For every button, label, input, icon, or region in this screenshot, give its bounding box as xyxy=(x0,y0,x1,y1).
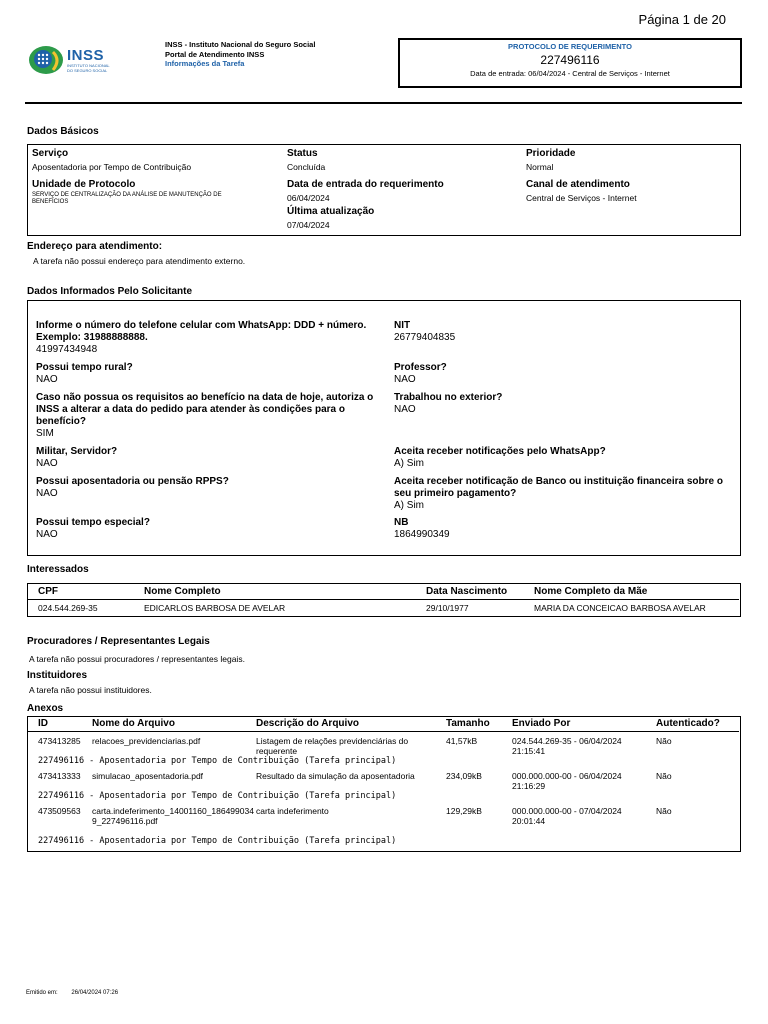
requester-data-title: Dados Informados Pelo Solicitante xyxy=(27,286,193,297)
attachments-header-divider xyxy=(28,731,739,732)
institution-header xyxy=(165,40,315,69)
interested-header-birth: Data Nascimento xyxy=(426,586,508,597)
answer-abroad: NAO xyxy=(394,404,416,415)
last-update-label: Última atualização xyxy=(287,206,375,217)
requester-data-box xyxy=(27,300,741,556)
attachment-authenticated: Não xyxy=(656,771,672,781)
institution-name: INSS - Instituto Nacional do Seguro Social xyxy=(165,40,316,49)
attachment-filename[interactable]: carta.indeferimento_14001160_1864990349_227496116.pdf xyxy=(92,806,254,826)
service-value: Aposentadoria por Tempo de Contribuição xyxy=(32,162,192,172)
interested-header-cpf: CPF xyxy=(38,586,58,597)
attachments-header-sent-by: Enviado Por xyxy=(512,718,571,729)
logo-text: INSS xyxy=(67,47,105,64)
status-value: Concluída xyxy=(287,162,326,172)
last-update-value: 07/04/2024 xyxy=(287,220,330,230)
priority-value: Normal xyxy=(526,162,554,172)
interested-header-mother: Nome Completo da Mãe xyxy=(534,586,648,597)
entry-date-value: 06/04/2024 xyxy=(287,193,330,203)
attachment-size: 129,29kB xyxy=(446,806,482,816)
service-label: Serviço xyxy=(32,148,69,159)
interested-header-name: Nome Completo xyxy=(144,586,221,597)
question-change-date: Caso não possua os requisitos ao benefício na data de hoje, autoriza o INSS a alterar a data do pedido para atender às condições para o benefício? xyxy=(36,392,374,427)
interested-name: EDICARLOS BARBOSA DE AVELAR xyxy=(144,603,286,613)
answer-rpps: NAO xyxy=(36,488,58,499)
basic-data-title: Dados Básicos xyxy=(27,126,99,137)
attachments-title: Anexos xyxy=(27,703,64,714)
inss-logo xyxy=(27,44,119,76)
interested-birth: 29/10/1977 xyxy=(426,603,469,613)
protocol-box xyxy=(398,38,742,88)
attachments-header-filename: Nome do Arquivo xyxy=(92,718,175,729)
question-bank-notify: Aceita receber notificação de Banco ou instituição financeira sobre o seu primeiro pagamento? xyxy=(394,476,723,499)
answer-change-date: SIM xyxy=(36,428,54,439)
question-nit: NIT xyxy=(394,320,411,331)
attachment-size: 234,09kB xyxy=(446,771,482,781)
task-info-title: Informações da Tarefa xyxy=(165,59,245,68)
answer-nb: 1864990349 xyxy=(394,529,450,540)
address-title: Endereço para atendimento: xyxy=(27,241,163,252)
instituidores-text: A tarefa não possui instituidores. xyxy=(29,685,152,695)
answer-whatsapp-notify: A) Sim xyxy=(394,458,424,469)
question-abroad: Trabalhou no exterior? xyxy=(394,392,503,403)
answer-teacher: NAO xyxy=(394,374,416,385)
question-whatsapp-notify: Aceita receber notificações pelo WhatsApp? xyxy=(394,446,606,457)
question-nb: NB xyxy=(394,517,409,528)
interested-cpf: 024.544.269-35 xyxy=(38,603,98,613)
entry-date-label: Data de entrada do requerimento xyxy=(287,179,444,190)
attachments-header-size: Tamanho xyxy=(446,718,490,729)
emitted-value: 26/04/2024 07:26 xyxy=(71,990,119,996)
priority-label: Prioridade xyxy=(526,148,576,159)
protocol-entry: Data de entrada: 06/04/2024 - Central de Serviços - Internet xyxy=(470,69,670,78)
address-text: A tarefa não possui endereço para atendimento externo. xyxy=(33,256,246,266)
instituidores-title: Instituidores xyxy=(27,670,88,681)
attorneys-title: Procuradores / Representantes Legais xyxy=(27,636,210,647)
attachment-task: 227496116 - Aposentadoria por Tempo de Contribuição (Tarefa principal) xyxy=(38,756,397,766)
interested-box xyxy=(27,583,741,617)
interested-mother: MARIA DA CONCEICAO BARBOSA AVELAR xyxy=(534,603,706,613)
logo-subtitle: INSTITUTO NACIONAL DO SEGURO SOCIAL xyxy=(67,63,110,73)
answer-bank-notify: A) Sim xyxy=(394,500,424,511)
channel-label: Canal de atendimento xyxy=(526,179,630,190)
basic-data-box xyxy=(27,144,741,236)
answer-military: NAO xyxy=(36,458,58,469)
attachment-authenticated: Não xyxy=(656,806,672,816)
attachment-description: carta indeferimento xyxy=(256,806,329,816)
attachment-id: 473509563 xyxy=(38,806,81,816)
attachment-sent-by: 000.000.000-00 - 07/04/2024 20:01:44 xyxy=(512,806,622,826)
attachment-id: 473413285 xyxy=(38,736,81,746)
attachment-task: 227496116 - Aposentadoria por Tempo de Contribuição (Tarefa principal) xyxy=(38,791,397,801)
attachment-sent-by: 024.544.269-35 - 06/04/2024 21:15:41 xyxy=(512,736,622,756)
answer-special-time: NAO xyxy=(36,529,58,540)
question-whatsapp-phone: Informe o número do telefone celular com WhatsApp: DDD + número. Exemplo: 31988888888. xyxy=(36,320,367,343)
question-rural-time: Possui tempo rural? xyxy=(36,362,133,373)
inss-logo-icon xyxy=(27,44,65,76)
attachment-description: Listagem de relações previdenciárias do requerente xyxy=(256,736,409,756)
protocol-number: 227496116 xyxy=(540,53,600,67)
question-military: Militar, Servidor? xyxy=(36,446,118,457)
attachment-size: 41,57kB xyxy=(446,736,478,746)
emitted-label: Emitido em: xyxy=(26,990,58,996)
protocol-title: PROTOCOLO DE REQUERIMENTO xyxy=(508,42,632,51)
question-rpps: Possui aposentadoria ou pensão RPPS? xyxy=(36,476,229,487)
interested-title: Interessados xyxy=(27,564,89,575)
header-divider xyxy=(25,102,742,104)
attachment-id: 473413333 xyxy=(38,771,81,781)
question-teacher: Professor? xyxy=(394,362,447,373)
attachment-sent-by: 000.000.000-00 - 06/04/2024 21:16:29 xyxy=(512,771,622,791)
portal-name: Portal de Atendimento INSS xyxy=(165,49,265,59)
unit-value: SERVIÇO DE CENTRALIZAÇÃO DA ANÁLISE DE MANUTENÇÃO DE BENEFÍCIOS xyxy=(32,192,222,205)
attachments-box xyxy=(27,716,741,852)
unit-label: Unidade de Protocolo xyxy=(32,179,136,190)
attorneys-text: A tarefa não possui procuradores / representantes legais. xyxy=(29,654,245,664)
attachment-description: Resultado da simulação da aposentadoria xyxy=(256,771,415,781)
attachments-header-id: ID xyxy=(38,718,48,729)
answer-whatsapp-phone: 41997434948 xyxy=(36,344,98,355)
attachment-authenticated: Não xyxy=(656,736,672,746)
attachment-filename[interactable]: relacoes_previdenciarias.pdf xyxy=(92,736,201,746)
answer-rural-time: NAO xyxy=(36,374,58,385)
page-number: Página 1 de 20 xyxy=(638,12,726,27)
channel-value: Central de Serviços - Internet xyxy=(526,193,637,203)
attachments-header-description: Descrição do Arquivo xyxy=(256,718,359,729)
question-special-time: Possui tempo especial? xyxy=(36,517,150,528)
answer-nit: 26779404835 xyxy=(394,332,456,343)
emitted-info xyxy=(26,990,118,996)
attachment-task: 227496116 - Aposentadoria por Tempo de Contribuição (Tarefa principal) xyxy=(38,836,397,846)
attachments-header-authenticated: Autenticado? xyxy=(656,718,720,729)
status-label: Status xyxy=(287,148,318,159)
interested-header-divider xyxy=(28,599,739,600)
attachment-filename[interactable]: simulacao_aposentadoria.pdf xyxy=(92,771,204,781)
